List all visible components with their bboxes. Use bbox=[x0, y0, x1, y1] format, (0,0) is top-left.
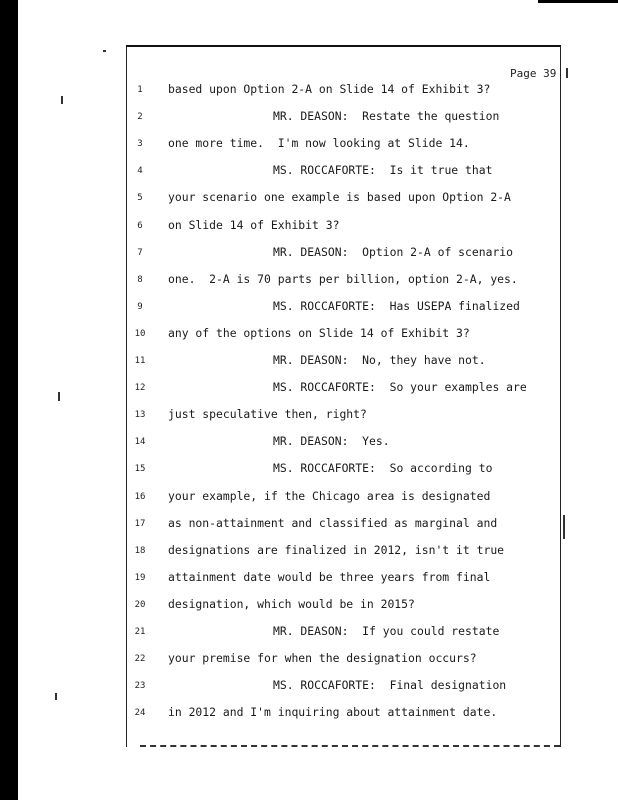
transcript-line bbox=[0, 272, 600, 292]
transcript-line bbox=[0, 407, 600, 427]
line-number: 4 bbox=[137, 166, 143, 177]
line-text: attainment date would be three years from final bbox=[168, 569, 491, 584]
line-text: MR. DEASON: Restate the question bbox=[273, 109, 500, 124]
line-text: just speculative then, right? bbox=[168, 407, 367, 422]
transcript-line bbox=[0, 543, 600, 563]
line-number: 7 bbox=[137, 247, 143, 258]
transcript-line bbox=[0, 353, 600, 373]
line-number: 2 bbox=[137, 112, 143, 123]
transcript-line bbox=[0, 489, 600, 509]
scan-speck bbox=[61, 96, 63, 104]
line-number: 22 bbox=[134, 654, 146, 665]
line-number: 24 bbox=[134, 708, 146, 719]
line-text: your example, if the Chicago area is designated bbox=[168, 488, 491, 503]
transcript-line bbox=[0, 326, 600, 346]
line-number: 14 bbox=[134, 437, 146, 448]
line-number: 11 bbox=[134, 356, 146, 366]
transcript-line bbox=[0, 597, 600, 617]
line-number: 16 bbox=[134, 491, 146, 502]
line-text: MR. DEASON: No, they have not. bbox=[273, 353, 486, 367]
transcript-line bbox=[0, 570, 600, 590]
line-number: 21 bbox=[134, 627, 146, 637]
line-number: 10 bbox=[134, 328, 146, 339]
line-text: any of the options on Slide 14 of Exhibit 3? bbox=[168, 325, 470, 340]
line-text: MS. ROCCAFORTE: So your examples are bbox=[273, 380, 527, 395]
line-text: your premise for when the designation occurs? bbox=[168, 651, 477, 666]
transcript-line bbox=[0, 651, 600, 671]
line-text: in 2012 and I'm inquiring about attainment date. bbox=[168, 705, 498, 720]
line-text: MS. ROCCAFORTE: Has USEPA finalized bbox=[273, 298, 520, 313]
transcript-line bbox=[0, 299, 600, 319]
line-number: 5 bbox=[137, 193, 143, 204]
line-text: MS. ROCCAFORTE: So according to bbox=[273, 461, 493, 476]
line-text: MR. DEASON: If you could restate bbox=[273, 624, 500, 638]
line-number: 8 bbox=[137, 274, 143, 285]
line-number: 3 bbox=[137, 139, 143, 150]
scan-speck bbox=[563, 515, 565, 539]
line-text: designation, which would be in 2015? bbox=[168, 596, 415, 611]
scan-speck bbox=[566, 68, 568, 78]
transcript-line bbox=[0, 245, 600, 265]
line-number: 13 bbox=[134, 410, 146, 421]
transcript-line bbox=[0, 163, 600, 183]
page-number: Page 39 bbox=[510, 67, 557, 80]
transcript-line bbox=[0, 678, 600, 698]
line-number: 19 bbox=[134, 572, 146, 583]
line-text: one. 2-A is 70 parts per billion, option 2-A, yes. bbox=[168, 271, 518, 286]
line-text: MS. ROCCAFORTE: Final designation bbox=[273, 678, 507, 693]
line-number: 23 bbox=[134, 681, 146, 692]
line-text: based upon Option 2-A on Slide 14 of Exhibit 3? bbox=[168, 82, 491, 96]
scan-speck bbox=[55, 693, 57, 700]
transcript-line bbox=[0, 109, 600, 129]
transcript-line bbox=[0, 434, 600, 454]
transcript-line bbox=[0, 380, 600, 400]
transcript-line bbox=[0, 624, 600, 644]
line-text: MR. DEASON: Option 2-A of scenario bbox=[273, 244, 514, 259]
line-text: designations are finalized in 2012, isn't it true bbox=[168, 542, 505, 557]
transcript-line bbox=[0, 136, 600, 156]
line-text: one more time. I'm now looking at Slide 14. bbox=[168, 136, 470, 151]
line-text: MS. ROCCAFORTE: Is it true that bbox=[273, 163, 493, 178]
line-text: your scenario one example is based upon Option 2-A bbox=[168, 190, 511, 205]
line-text: on Slide 14 of Exhibit 3? bbox=[168, 217, 340, 232]
line-number: 15 bbox=[134, 464, 146, 475]
scan-speck bbox=[103, 50, 106, 52]
transcript-line bbox=[0, 218, 600, 238]
transcript-line bbox=[0, 461, 600, 481]
transcript-line bbox=[0, 705, 600, 725]
line-number: 1 bbox=[137, 85, 143, 95]
line-number: 17 bbox=[134, 518, 146, 529]
transcript-line bbox=[0, 516, 600, 536]
line-number: 20 bbox=[134, 599, 146, 610]
line-number: 18 bbox=[134, 545, 146, 556]
scan-speck bbox=[58, 392, 60, 401]
line-text: as non-attainment and classified as marginal and bbox=[168, 515, 498, 530]
line-number: 12 bbox=[134, 383, 146, 394]
transcript-line bbox=[0, 190, 600, 210]
transcript-line bbox=[0, 82, 600, 102]
line-number: 6 bbox=[137, 220, 143, 231]
line-number: 9 bbox=[137, 301, 143, 312]
line-text: MR. DEASON: Yes. bbox=[273, 434, 390, 449]
